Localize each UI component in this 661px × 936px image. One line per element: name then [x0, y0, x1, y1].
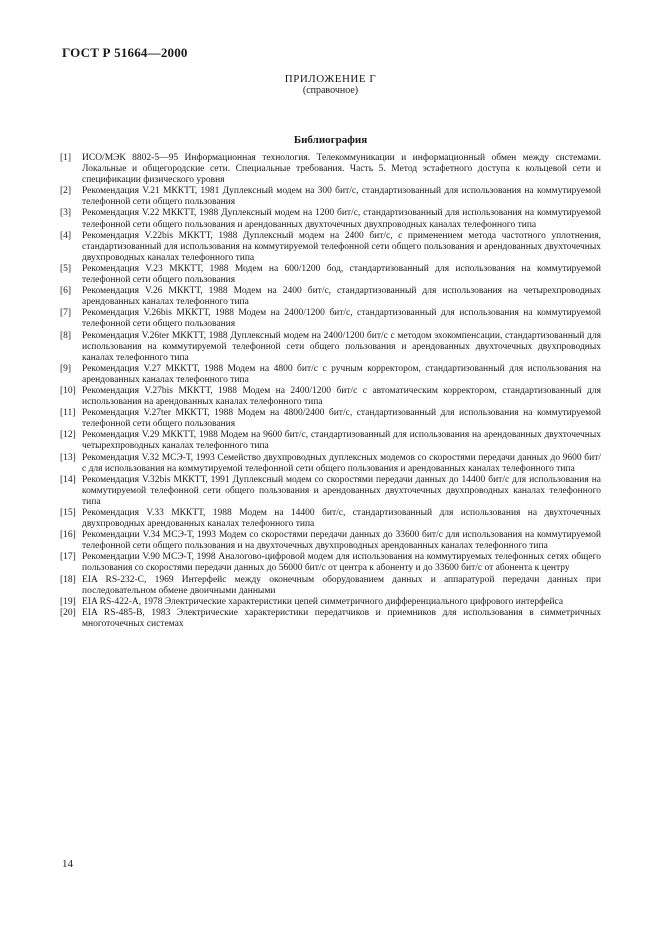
reference-number: [16]: [60, 530, 76, 541]
bibliography-item: [60, 386, 601, 408]
bibliography-item: [60, 430, 601, 452]
bibliography-item: [60, 552, 601, 574]
page-number: 14: [62, 858, 73, 870]
bibliography-item: [60, 364, 601, 386]
reference-text: Рекомендация V.27bis МККТТ, 1988 Модем на 2400/1200 бит/с с автоматическим корректором, стандартизованный для использования на арендованных каналах телефонного типа: [82, 385, 601, 408]
reference-number: [14]: [60, 474, 76, 485]
reference-number: [8]: [60, 330, 72, 341]
reference-number: [13]: [60, 452, 76, 463]
reference-text: EIA RS-485-B, 1983 Электрические характеристики передатчиков и приемников для использования в симметричных многоточечных системах: [82, 607, 601, 629]
reference-text: Рекомендации V.34 МСЭ-Т, 1993 Модем со скоростями передачи данных до 33600 бит/с для использования на коммутируемой телефонной сети общего пользования и на двухточечных двухпроводных арендованных каналах телефонного типа: [82, 530, 601, 552]
reference-number: [19]: [60, 596, 76, 607]
reference-number: [12]: [60, 430, 76, 441]
document-header: ГОСТ Р 51664—2000: [62, 45, 188, 60]
reference-number: [9]: [60, 363, 72, 374]
reference-text: Рекомендация V.21 МККТТ, 1981 Дуплексный модем на 300 бит/с, стандартизованный для использования на коммутируемой телефонной сети общего пользования: [82, 186, 601, 208]
reference-text: Рекомендация V.22bis МККТТ, 1988 Дуплексный модем на 2400 бит/с, с применением метода частотного уплотнения, стандартизованный для использования на коммутируемой телефонной сети общего пользования и арендованных двухточечных двухпроводных каналах телефонного типа: [82, 230, 601, 263]
reference-text: Рекомендация V.27 МККТТ, 1988 Модем на 4800 бит/с с ручным корректором, стандартизованный для использования на арендованных каналах телефонного типа: [82, 363, 601, 385]
reference-number: [18]: [60, 574, 76, 585]
bibliography-item: [60, 453, 601, 475]
reference-text: Рекомендации V.90 МСЭ-Т, 1998 Аналогово-цифровой модем для использования на коммутируемых телефонных сетях общего пользования со скоростями передачи данных до 56000 бит/с от центра к абоненту и до 33600 бит/с от абонента к центру: [82, 552, 601, 574]
reference-number: [2]: [60, 186, 72, 197]
bibliography-item: [60, 575, 601, 597]
reference-text: Рекомендация V.23 МККТТ, 1988 Модем на 600/1200 бод, стандартизованный для использования на коммутируемой телефонной сети общего пользования: [82, 263, 601, 286]
reference-text: Рекомендация V.32 МСЭ-Т, 1993 Семейство двухпроводных дуплексных модемов со скоростями передачи данных до 9600 бит/с для использования на коммутируемой телефонной сети общего пользования и арендованных каналах телефонного типа: [82, 452, 601, 474]
reference-text: Рекомендация V.26ter МККТТ, 1988 Дуплексный модем на 2400/1200 бит/с с методом эхокомпенсации, стандартизованный для использования на коммутируемой телефонной сети общего пользования и арендованных двухточечных двухпроводных каналах телефонного типа: [82, 330, 601, 363]
bibliography-item: [60, 231, 601, 264]
bibliography-item: [60, 264, 601, 286]
bibliography-item: [60, 331, 601, 364]
bibliography-title: Библиография: [293, 134, 368, 146]
reference-number: [11]: [60, 408, 76, 419]
reference-text: EIA RS-232-C, 1969 Интерфейс между оконечным оборудованием данных и аппаратурой передачи данных при последовательном обмене двоичными данными: [82, 574, 601, 596]
bibliography-item: [60, 608, 601, 630]
bibliography-item: [60, 508, 601, 530]
bibliography-item: [60, 530, 601, 552]
reference-number: [3]: [60, 208, 72, 219]
reference-text: Рекомендация V.26 МККТТ, 1988 Модем на 2400 бит/с, стандартизованный для использования на четырехпроводных арендованных каналах телефонного типа: [82, 286, 601, 308]
reference-text: Рекомендация V.22 МККТТ, 1988 Дуплексный модем на 1200 бит/с, стандартизованный для использования на коммутируемой телефонной сети общего пользования и арендованных двухточечных двухпроводных каналах телефонного типа: [82, 208, 601, 230]
reference-number: [4]: [60, 230, 72, 241]
reference-number: [7]: [60, 308, 72, 319]
reference-number: [6]: [60, 286, 72, 297]
reference-number: [15]: [60, 508, 76, 518]
bibliography-item: [60, 186, 601, 208]
bibliography-item: [60, 597, 601, 608]
appendix-subtitle: (справочное): [302, 85, 359, 96]
appendix-title: ПРИЛОЖЕНИЕ Г: [284, 73, 377, 85]
reference-number: [10]: [60, 385, 76, 396]
bibliography-list: [60, 153, 601, 630]
reference-text: Рекомендация V.32bis МККТТ, 1991 Дуплексный модем со скоростями передачи данных до 14400 бит/с для использования на коммутируемой телефонной сети общего пользования и арендованных двухточечных двухпроводных каналах телефонного типа: [82, 474, 601, 507]
bibliography-item: [60, 408, 601, 430]
reference-text: EIA RS-422-A, 1978 Электрические характеристики цепей симметричного дифференциального цифрового интерфейса: [82, 596, 564, 607]
bibliography-item: [60, 308, 601, 330]
bibliography-item: [60, 286, 601, 308]
reference-text: Рекомендация V.29 МККТТ, 1988 Модем на 9600 бит/с, стандартизованный для использования на арендованных двухточечных четырехпроводных каналах телефонного типа: [82, 430, 601, 452]
reference-number: [1]: [60, 153, 72, 163]
bibliography-item: [60, 153, 601, 186]
bibliography-item: [60, 208, 601, 230]
reference-text: Рекомендация V.26bis МККТТ, 1988 Модем на 2400/1200 бит/с, стандартизованный для использования на коммутируемой телефонной сети общего пользования: [82, 308, 601, 330]
reference-number: [5]: [60, 263, 72, 274]
reference-text: Рекомендация V.27ter МККТТ, 1988 Модем на 4800/2400 бит/с, стандартизованный для использования на коммутируемой телефонной сети общего пользования: [82, 408, 601, 430]
reference-text: ИСО/МЭК 8802-5—95 Информационная технология. Телекоммуникации и информационный обмен между системами. Локальные и общегородские сети. Специальные требования. Часть 5. Метод эстафетного доступа к кольцевой сети и спецификации физического уровня: [82, 153, 601, 186]
bibliography-item: [60, 475, 601, 508]
reference-number: [17]: [60, 552, 76, 563]
reference-text: Рекомендация V.33 МККТТ, 1988 Модем на 14400 бит/с, стандартизованный для использования на двухточечных двухпроводных арендованных каналах телефонного типа: [82, 508, 601, 530]
reference-number: [20]: [60, 607, 76, 618]
